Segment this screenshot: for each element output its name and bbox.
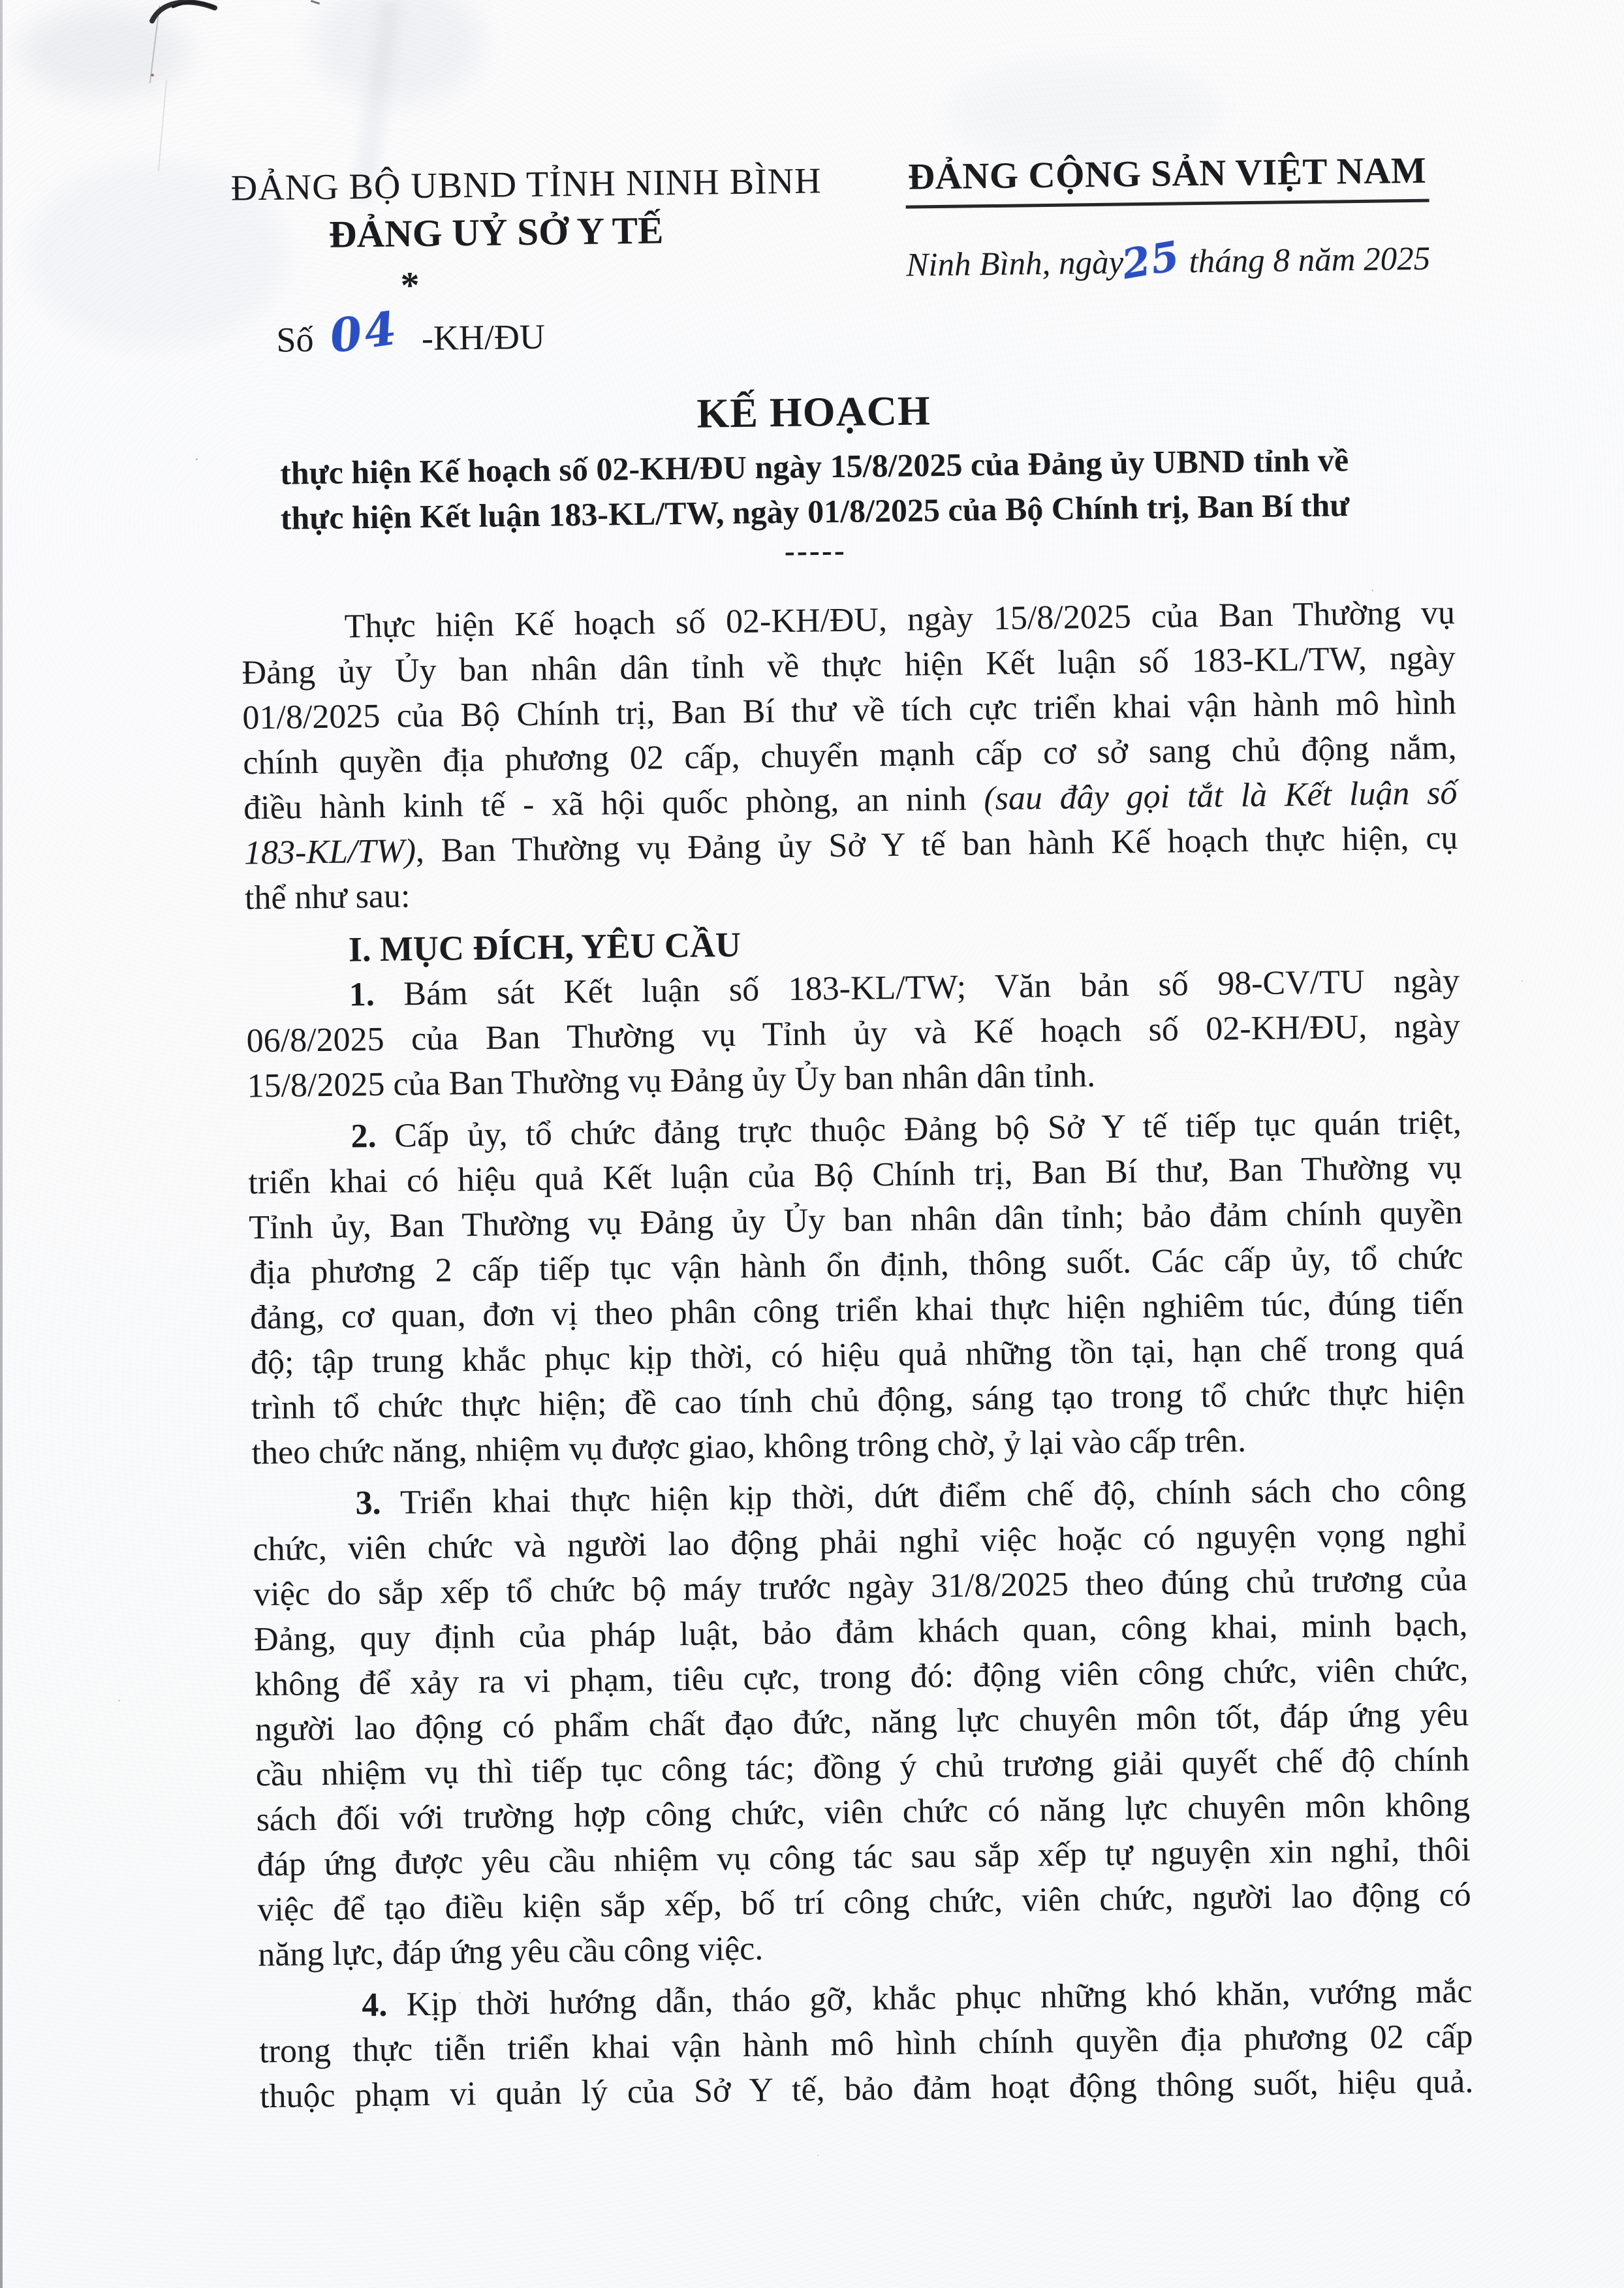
text-segment: Triển khai thực hiện kịp thời, dứt điểm chế độ, chính sách cho công xyxy=(381,1471,1467,1522)
text-segment: Đảng, quy định của pháp luật, bảo đảm khách quan, công khai, minh bạch, xyxy=(253,1606,1468,1659)
document-number-handwritten: 04 xyxy=(326,300,403,364)
text-segment: 06/8/2025 của Ban Thường vụ Tỉnh ủy và Kế hoạch số 02-KH/ĐU, ngày xyxy=(246,1007,1461,1060)
text-segment: việc để tạo điều kiện sắp xếp, bố trí công chức, viên chức, người lao động có xyxy=(257,1875,1472,1929)
place-date-line xyxy=(867,231,1469,289)
place-date-prefix: Ninh Bình, ngày xyxy=(905,244,1124,284)
org-name: ĐẢNG UỶ SỞ Y TẾ xyxy=(328,208,664,256)
text-segment: 3. xyxy=(355,1484,381,1522)
text-segment: , Ban Thường vụ Đảng ủy Sở Y tế ban hành Kế hoạch thực hiện, cụ xyxy=(415,819,1458,870)
text-segment: Cấp ủy, tổ chức đảng trực thuộc Đảng bộ Sở Y tế tiếp tục quán triệt, xyxy=(376,1104,1462,1155)
text-segment: không để xảy ra vi phạm, tiêu cực, trong đó: động viên công chức, viên chức, xyxy=(254,1651,1469,1704)
document-number-suffix: -KH/ĐU xyxy=(421,317,546,358)
text-segment: việc do sắp xếp tổ chức bộ máy trước ngày 31/8/2025 theo đúng chủ trương của xyxy=(253,1561,1467,1614)
text-segment: I. MỤC ĐÍCH, YÊU CẦU xyxy=(348,924,742,969)
text-segment: 4. xyxy=(361,1986,388,2024)
text-segment: Đảng ủy Ủy ban nhân dân tỉnh về thực hiện Kết luận số 183-KL/TW, ngày xyxy=(242,639,1456,692)
text-segment: cầu nhiệm vụ thì tiếp tục công tác; đồng ý chủ trương giải quyết chế độ chính xyxy=(255,1741,1470,1794)
text-segment: trình tổ chức thực hiện; đề cao tính chủ động, sáng tạo trong tổ chức thực hiện xyxy=(251,1374,1465,1427)
body-paragraph xyxy=(245,958,1461,1108)
first-line-indent xyxy=(242,638,345,639)
document-number-label: Số xyxy=(276,320,314,360)
text-segment: đáp ứng được yêu cầu nhiệm vụ công tác sau sắp xếp tự nguyện xin nghỉ, thôi xyxy=(257,1830,1471,1884)
text-segment: thể như sau: xyxy=(244,877,411,917)
text-segment: Bám sát Kết luận số 183-KL/TW; Văn bản số 98-CV/TU ngày xyxy=(374,962,1460,1013)
document-body xyxy=(241,590,1474,2119)
document-subtitle-line1: thực hiện Kế hoạch số 02-KH/ĐU ngày 15/8/2025 của Đảng ủy UBND tỉnh về xyxy=(279,441,1349,492)
document-subtitle xyxy=(240,437,1390,541)
body-paragraph xyxy=(258,1969,1474,2119)
header-national-block xyxy=(867,149,1469,289)
title-separator: ----- xyxy=(784,533,847,569)
document-subtitle-line2: thực hiện Kết luận 183-KL/TW, ngày 01/8/2025 của Bộ Chính trị, Ban Bí thư xyxy=(280,486,1350,537)
text-segment: Tỉnh ủy, Ban Thường vụ Đảng ủy Ủy ban nhân dân tỉnh; bảo đảm chính quyền xyxy=(248,1194,1463,1247)
org-parent-name: ĐẢNG BỘ UBND TỈNH NINH BÌNH xyxy=(230,161,822,209)
text-segment: 15/8/2025 của Ban Thường vụ Đảng ủy Ủy ban nhân dân tỉnh. xyxy=(247,1057,1096,1105)
place-date-suffix: tháng 8 năm 2025 xyxy=(1189,240,1431,281)
text-segment: điều hành kinh tế - xã hội quốc phòng, an ninh xyxy=(243,780,984,827)
text-segment: chính quyền địa phương 02 cấp, chuyển mạnh cấp cơ sở sang chủ động nắm, xyxy=(242,729,1457,782)
text-segment: người lao động có phẩm chất đạo đức, năng lực chuyên môn tốt, đáp ứng yêu xyxy=(255,1696,1469,1749)
body-paragraph xyxy=(252,1467,1472,1977)
party-motto: ĐẢNG CỘNG SẢN VIỆT NAM xyxy=(905,151,1429,209)
star-separator: * xyxy=(400,264,420,307)
text-segment: (sau đây gọi tắt là Kết luận số xyxy=(983,774,1458,818)
header-issuing-org xyxy=(188,159,843,362)
text-segment: độ; tập trung khắc phục kịp thời, có hiệu quả những tồn tại, hạn chế trong quá xyxy=(250,1329,1465,1382)
document-number xyxy=(84,300,738,364)
text-segment: 183-KL/TW) xyxy=(243,832,416,872)
text-segment: 1. xyxy=(349,975,375,1014)
text-segment: 2. xyxy=(351,1117,377,1155)
text-segment: triển khai có hiệu quả Kết luận của Bộ Chính trị, Ban Bí thư, Ban Thường vụ xyxy=(248,1149,1463,1202)
text-segment: trong thực tiễn triển khai vận hành mô hình chính quyền địa phương 02 cấp xyxy=(258,2017,1473,2071)
text-segment: 01/8/2025 của Bộ Chính trị, Ban Bí thư về tích cực triển khai vận hành mô hình xyxy=(242,684,1457,737)
text-segment: theo chức năng, nhiệm vụ được giao, không trông chờ, ỷ lại vào cấp trên. xyxy=(251,1422,1247,1472)
text-segment: Thực hiện Kế hoạch số 02-KH/ĐU, ngày 15/8/2025 của Ban Thường vụ xyxy=(344,594,1456,646)
first-line-indent xyxy=(248,1147,351,1148)
text-segment: chức, viên chức và người lao động phải nghỉ việc hoặc có nguyện vọng nghỉ xyxy=(253,1516,1467,1569)
body-paragraph xyxy=(241,590,1459,920)
first-line-indent xyxy=(246,1005,349,1007)
document-title: KẾ HOẠCH xyxy=(696,387,931,437)
first-line-indent xyxy=(258,2016,362,2017)
ink-speck xyxy=(311,0,320,5)
first-line-indent xyxy=(253,1514,356,1515)
body-paragraph xyxy=(247,1100,1466,1475)
text-segment: sách đối với trường hợp công chức, viên chức có năng lực chuyên môn không xyxy=(256,1785,1471,1839)
day-handwritten: 25 xyxy=(1118,231,1184,289)
text-segment: địa phương 2 cấp tiếp tục vận hành ổn định, thông suốt. Các cấp ủy, tổ chức xyxy=(249,1239,1463,1292)
text-segment: Kịp thời hướng dẫn, tháo gỡ, khắc phục những khó khăn, vướng mắc xyxy=(386,1972,1473,2024)
text-segment: năng lực, đáp ứng yêu cầu công việc. xyxy=(257,1930,764,1974)
first-line-indent xyxy=(245,961,349,962)
text-segment: đảng, cơ quan, đơn vị theo phân công triển khai thực hiện nghiêm túc, đúng tiến xyxy=(249,1284,1464,1337)
text-segment: thuộc phạm vi quản lý của Sở Y tế, bảo đảm hoạt động thông suốt, hiệu quả. xyxy=(259,2062,1474,2116)
